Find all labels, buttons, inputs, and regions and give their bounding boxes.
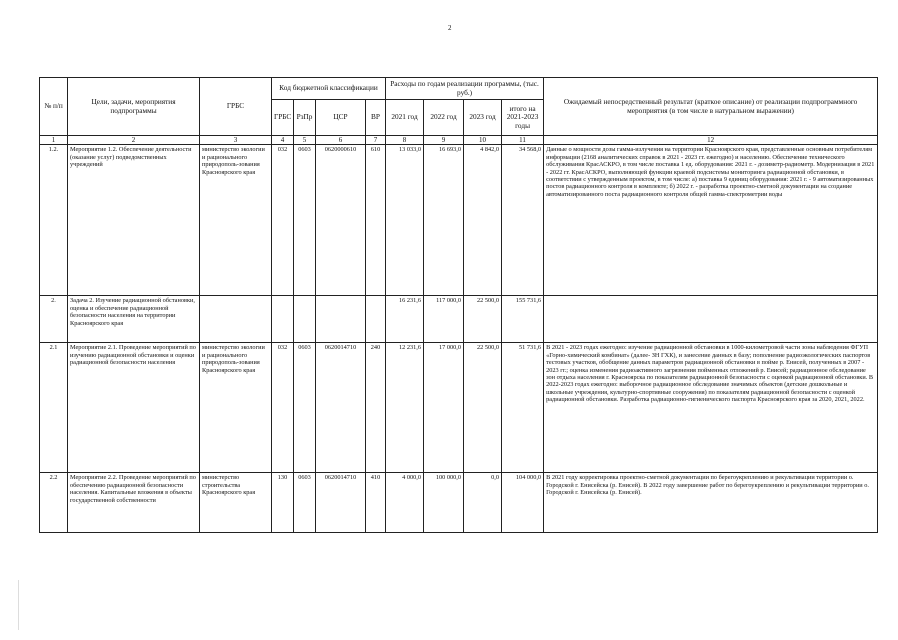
- row-grbs-code: 130: [272, 473, 294, 533]
- row-2023: 22 500,0: [464, 343, 502, 473]
- header-code-rzpr: РзПр: [294, 100, 316, 136]
- row-2022: 100 000,0: [424, 473, 464, 533]
- header-code-vr: ВР: [366, 100, 386, 136]
- row-total: 34 568,0: [502, 145, 544, 296]
- row-2022: 17 000,0: [424, 343, 464, 473]
- page-number: 2: [448, 24, 452, 32]
- row-2023: 0,0: [464, 473, 502, 533]
- header-grbs: ГРБС: [200, 78, 272, 136]
- row-csr: 0620000610: [316, 145, 366, 296]
- column-number: 6: [316, 136, 366, 145]
- row-vr: [366, 296, 386, 343]
- header-budget-code-group: Код бюджетной классификации: [272, 78, 386, 100]
- column-number: 8: [386, 136, 424, 145]
- header-result: Ожидаемый непосредственный результат (краткое описание) от реализации подпрограммного мероприятия (в том числе в натуральном выражении): [544, 78, 878, 136]
- scan-edge-mark: [18, 580, 19, 630]
- row-2023: 4 842,0: [464, 145, 502, 296]
- table-row: [40, 296, 878, 343]
- row-rzpr: 0603: [294, 473, 316, 533]
- row-total: 104 000,0: [502, 473, 544, 533]
- row-grbs: министерство строительства Красноярского края: [200, 473, 272, 533]
- header-goals: Цели, задачи, мероприятия подпрограммы: [68, 78, 200, 136]
- header-year-2023: 2023 год: [464, 100, 502, 136]
- header-total: итого на 2021-2023 годы: [502, 100, 544, 136]
- header-code-grbs: ГРБС: [272, 100, 294, 136]
- row-csr: 0620014710: [316, 473, 366, 533]
- row-name: Мероприятие 1.2. Обеспечение деятельности (оказание услуг) подведомственных учреждений: [68, 145, 200, 296]
- row-number: 2.2: [40, 473, 68, 533]
- header-num: № п/п: [40, 78, 68, 136]
- table-row: [40, 343, 878, 473]
- row-rzpr: 0603: [294, 145, 316, 296]
- header-expenses-group: Расходы по годам реализации программы, (тыс. руб.): [386, 78, 544, 100]
- column-number: 4: [272, 136, 294, 145]
- row-grbs: министерство экологии и рационального природополь-зования Красноярского края: [200, 145, 272, 296]
- row-result: В 2021 - 2023 годах ежегодно: изучение радиационной обстановки в 1000-километровой части зоны наблюдения ФГУП «Горно-химический комбинат» (далее- ЗН ГХК), и занесение данных в базу; пополнение радиоэкологических паспортов тестовых участков, обобщение данных параметров радиационной обстановки в пойме р. Енисей, полученных в 2007 - 2023 гг.; оценка изменения радиоактивного загрязнения пойменных отложений р. Енисей; радиационное обследование зон отдыха населения г. Красноярска по показателям радиационной безопасности с оценкой радиационной обстановки. В 2022-2023 годах ежегодно: выборочное радиационное обследование значимых объектов (детские дошкольные и школьные учреждения, культурно-спортивные сооружения) по показателям радиационной безопасности с оценкой радиационной обстановки. Разработка радиационно-гигиенического паспорта Красноярского края за 2020, 2021, 2022.: [544, 343, 878, 473]
- row-2021: 4 000,0: [386, 473, 424, 533]
- row-name: Мероприятие 2.1. Проведение мероприятий по изучению радиационной обстановки и оценки радиационной безопасности населения: [68, 343, 200, 473]
- table-row: [40, 145, 878, 296]
- row-name: Задача 2. Изучение радиационной обстановки, оценка и обеспечение радиационной безопасности населения на территории Красноярского края: [68, 296, 200, 343]
- column-number: 3: [200, 136, 272, 145]
- row-grbs-code: 032: [272, 145, 294, 296]
- column-number: 12: [544, 136, 878, 145]
- row-number: 2.: [40, 296, 68, 343]
- table-row: [40, 473, 878, 533]
- header-year-2021: 2021 год: [386, 100, 424, 136]
- row-total: 51 731,6: [502, 343, 544, 473]
- column-number: 7: [366, 136, 386, 145]
- row-result: В 2021 году корректировка проектно-сметной документации по берегоукреплению и рекультивации территории о. Городской г. Енисейска (р. Енисей). В 2022 году завершение работ по берегоукреплению и рекультивации территории о. Городской г. Енисейска (р. Енисей).: [544, 473, 878, 533]
- column-number: 11: [502, 136, 544, 145]
- row-grbs-code: 032: [272, 343, 294, 473]
- row-name: Мероприятие 2.2. Проведение мероприятий по обеспечению радиационной безопасности населения. Капитальные вложения в объекты государственной собственности: [68, 473, 200, 533]
- column-number: 9: [424, 136, 464, 145]
- row-csr: [316, 296, 366, 343]
- row-number: 2.1: [40, 343, 68, 473]
- row-grbs: [200, 296, 272, 343]
- row-number: 1.2.: [40, 145, 68, 296]
- row-total: 155 731,6: [502, 296, 544, 343]
- column-number: 5: [294, 136, 316, 145]
- column-number: 10: [464, 136, 502, 145]
- row-csr: 0620014710: [316, 343, 366, 473]
- row-2023: 22 500,0: [464, 296, 502, 343]
- row-result: Данные о мощности дозы гамма-излучения на территории Красноярского края, представленные основным потребителям информации (2168 аналитических справок в 2021 - 2023 гг. ежегодно) и населению. Обеспечение технического обслуживания КрасАСКРО, в том числе поставка 1 ед. оборудования: 2021 г. - дозиметр-радиометр. Модернизация в 2021 - 2022 гг. КрасАСКРО, выполняющей функции краевой подсистемы мониторинга радиационной обстановки, в соответствии с утвержденным проектом, в том числе: а) поставка 9 единиц оборудования: 2021 г. - 9 автоматизированных постов радиационного контроля в комплекте; б) 2022 г. - разработка проектно-сметной документации на создание автоматизированного поста радиационного контроля общей гамма-спектрометрии воды: [544, 145, 878, 296]
- row-2021: 13 033,0: [386, 145, 424, 296]
- row-2021: 16 231,6: [386, 296, 424, 343]
- row-2022: 16 693,0: [424, 145, 464, 296]
- row-2021: 12 231,6: [386, 343, 424, 473]
- row-rzpr: [294, 296, 316, 343]
- budget-table: [39, 77, 878, 533]
- column-number: 1: [40, 136, 68, 145]
- header-year-2022: 2022 год: [424, 100, 464, 136]
- row-grbs: министерство экологии и рационального природополь-зования Красноярского края: [200, 343, 272, 473]
- row-vr: 240: [366, 343, 386, 473]
- row-vr: 610: [366, 145, 386, 296]
- row-result: [544, 296, 878, 343]
- row-2022: 117 000,0: [424, 296, 464, 343]
- column-number: 2: [68, 136, 200, 145]
- row-rzpr: 0603: [294, 343, 316, 473]
- column-number-row: [40, 136, 878, 145]
- header-code-csr: ЦСР: [316, 100, 366, 136]
- row-vr: 410: [366, 473, 386, 533]
- row-grbs-code: [272, 296, 294, 343]
